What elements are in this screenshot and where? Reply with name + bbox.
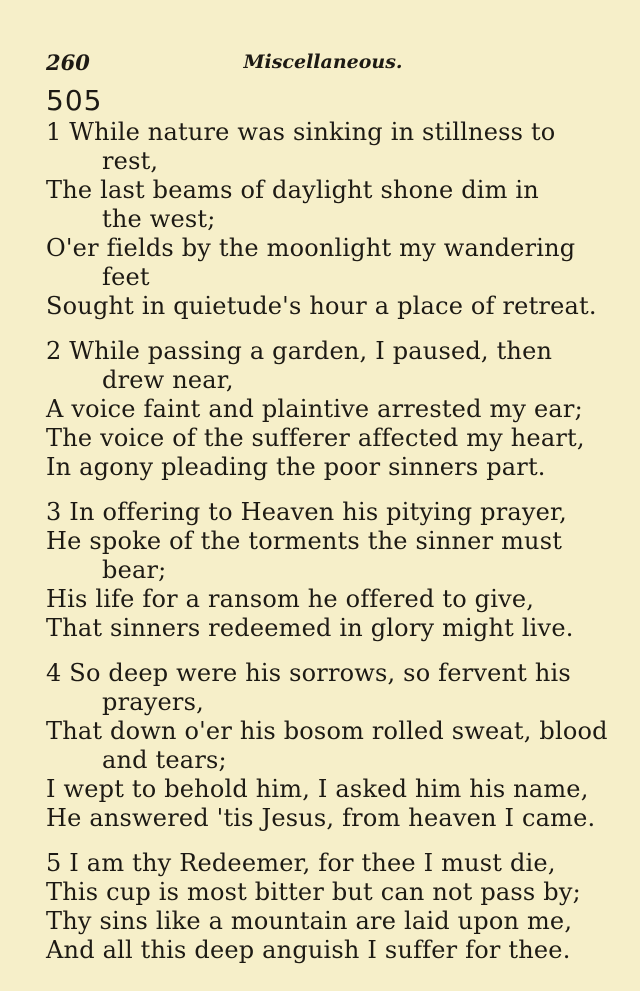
verse-line: drew near, xyxy=(102,366,234,394)
verse-line: rest, xyxy=(102,147,159,175)
verse-line: In agony pleading the poor sinners part. xyxy=(46,453,546,481)
verse-line: feet xyxy=(102,263,150,291)
stanza-5 xyxy=(46,849,602,965)
page-header xyxy=(46,48,600,76)
verse-line: This cup is most bitter but can not pass by; xyxy=(46,878,581,906)
verse-line: A voice faint and plaintive arrested my ear; xyxy=(46,395,583,423)
verse-line: prayers, xyxy=(102,688,204,716)
verse-line: 5 I am thy Redeemer, for thee I must die, xyxy=(46,849,556,877)
verse-line: That sinners redeemed in glory might live. xyxy=(46,614,574,642)
verse-line: 2 While passing a garden, I paused, then xyxy=(46,337,553,365)
verse-line: O'er fields by the moonlight my wandering xyxy=(46,234,576,262)
page-number: 260 xyxy=(46,50,90,75)
stanza-1 xyxy=(46,118,602,321)
verse-line: Thy sins like a mountain are laid upon me, xyxy=(46,907,573,935)
verse-line: 4 So deep were his sorrows, so fervent his xyxy=(46,659,571,687)
verse-line: The voice of the sufferer affected my heart, xyxy=(46,424,585,452)
verse-line: and tears; xyxy=(102,746,227,774)
verse-line: He answered 'tis Jesus, from heaven I came. xyxy=(46,804,596,832)
running-head: Miscellaneous. xyxy=(243,51,403,73)
hymn-verses xyxy=(46,118,608,981)
verse-line: bear; xyxy=(102,556,167,584)
stanza-2 xyxy=(46,337,602,482)
verse-line: 1 While nature was sinking in stillness to xyxy=(46,118,556,146)
verse-line: Sought in quietude's hour a place of retreat. xyxy=(46,292,597,320)
stanza-3 xyxy=(46,498,602,643)
verse-line: He spoke of the torments the sinner must xyxy=(46,527,563,555)
hymn-number: 505 xyxy=(46,84,103,117)
verse-line: I wept to behold him, I asked him his name, xyxy=(46,775,589,803)
verse-line: That down o'er his bosom rolled sweat, blood xyxy=(46,717,608,745)
verse-line: And all this deep anguish I suffer for thee. xyxy=(46,936,571,964)
verse-line: the west; xyxy=(102,205,216,233)
verse-line: His life for a ransom he offered to give, xyxy=(46,585,535,613)
stanza-4 xyxy=(46,659,608,833)
verse-line: The last beams of daylight shone dim in xyxy=(46,176,539,204)
verse-line: 3 In offering to Heaven his pitying prayer, xyxy=(46,498,567,526)
